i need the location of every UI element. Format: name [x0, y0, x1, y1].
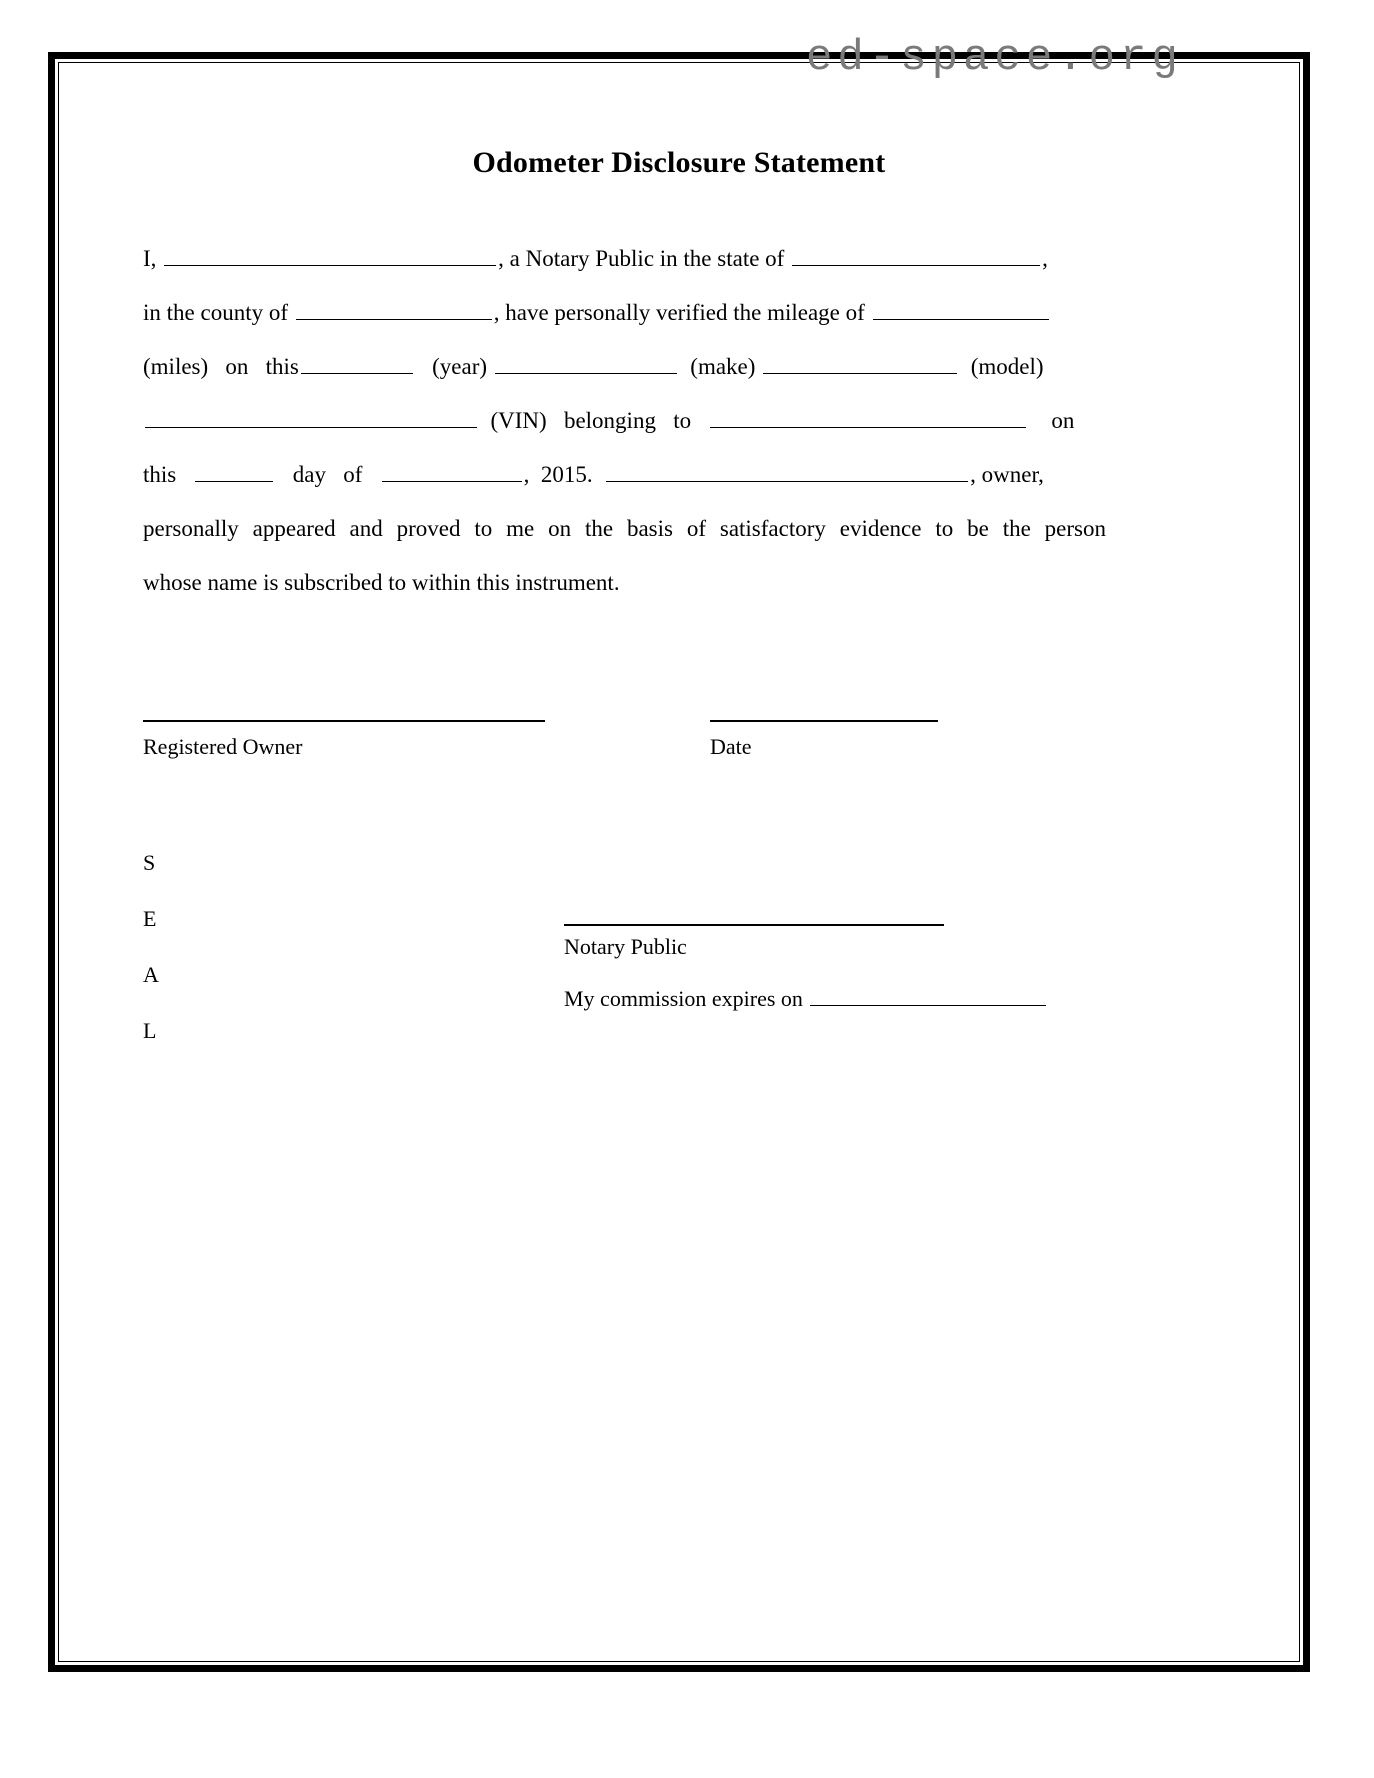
commission-expiry-row — [564, 986, 1048, 1012]
date-label: Date — [710, 734, 752, 759]
seal-letter-a: A — [143, 962, 159, 987]
line3-year-label: (year) — [432, 354, 488, 379]
line2-mid: , have personally verified the mileage of — [493, 300, 865, 325]
statement-line-2 — [143, 286, 1106, 340]
line5-comma: , — [523, 462, 530, 487]
site-watermark: ed-space.org — [806, 33, 1183, 83]
line4-on: on — [1051, 408, 1075, 433]
seal-letter-e: E — [143, 906, 157, 931]
commission-expiry-blank[interactable] — [810, 986, 1046, 1006]
line3-model-label: (model) — [970, 354, 1044, 379]
line1-suffix: , — [1042, 246, 1048, 271]
commission-expires-label: My commission expires on — [564, 986, 803, 1011]
registered-owner-signature-line[interactable] — [143, 720, 545, 722]
statement-line-1 — [143, 232, 1106, 286]
owner-name-blank[interactable] — [710, 408, 1026, 428]
day-blank[interactable] — [195, 462, 273, 482]
appearing-owner-blank[interactable] — [606, 462, 968, 482]
signature-area — [66, 696, 1292, 816]
line5-year: 2015. — [540, 462, 593, 487]
notary-name-blank[interactable] — [164, 246, 496, 266]
line5-owner-suffix: , owner, — [970, 462, 1044, 487]
line4-to: to — [673, 408, 692, 433]
seal-letter-l: L — [143, 1018, 157, 1043]
line3-make-label: (make) — [690, 354, 756, 379]
line5-day: day — [292, 462, 326, 487]
statement-line-4 — [143, 394, 1106, 448]
notary-signature-line[interactable] — [564, 924, 944, 926]
year-blank[interactable] — [495, 354, 677, 374]
notary-public-label: Notary Public — [564, 934, 687, 959]
line2-prefix: in the county of — [143, 300, 288, 325]
line3-on: on — [225, 354, 249, 379]
seal-letter-s: S — [143, 850, 156, 875]
odometer-date-blank[interactable] — [301, 354, 413, 374]
county-blank[interactable] — [296, 300, 492, 320]
seal-area — [66, 850, 1292, 1110]
date-signature-line[interactable] — [710, 720, 938, 722]
statement-paragraph — [66, 232, 1126, 610]
line5-of: of — [343, 462, 363, 487]
registered-owner-label: Registered Owner — [143, 734, 303, 759]
state-blank[interactable] — [792, 246, 1040, 266]
make-blank[interactable] — [763, 354, 957, 374]
vin-blank[interactable] — [145, 408, 477, 428]
statement-line-7: whose name is subscribed to within this instrument. — [143, 570, 620, 595]
line3-miles-label: (miles) — [143, 354, 209, 379]
line1-prefix: I, — [143, 246, 157, 271]
statement-line-6: personally appeared and proved to me on the basis of satisfactory evidence to be the person — [143, 516, 1106, 541]
statement-line-5 — [143, 448, 1106, 502]
line1-mid: , a Notary Public in the state of — [498, 246, 785, 271]
page-title: Odometer Disclosure Statement — [472, 146, 886, 179]
line4-vin-label: (VIN) — [490, 408, 547, 433]
line3-this: this — [265, 354, 299, 379]
month-blank[interactable] — [382, 462, 522, 482]
statement-line-3 — [143, 340, 1106, 394]
mileage-blank[interactable] — [873, 300, 1049, 320]
document-body — [66, 66, 1292, 1658]
line4-belonging: belonging — [563, 408, 656, 433]
line5-this: this — [143, 462, 177, 487]
